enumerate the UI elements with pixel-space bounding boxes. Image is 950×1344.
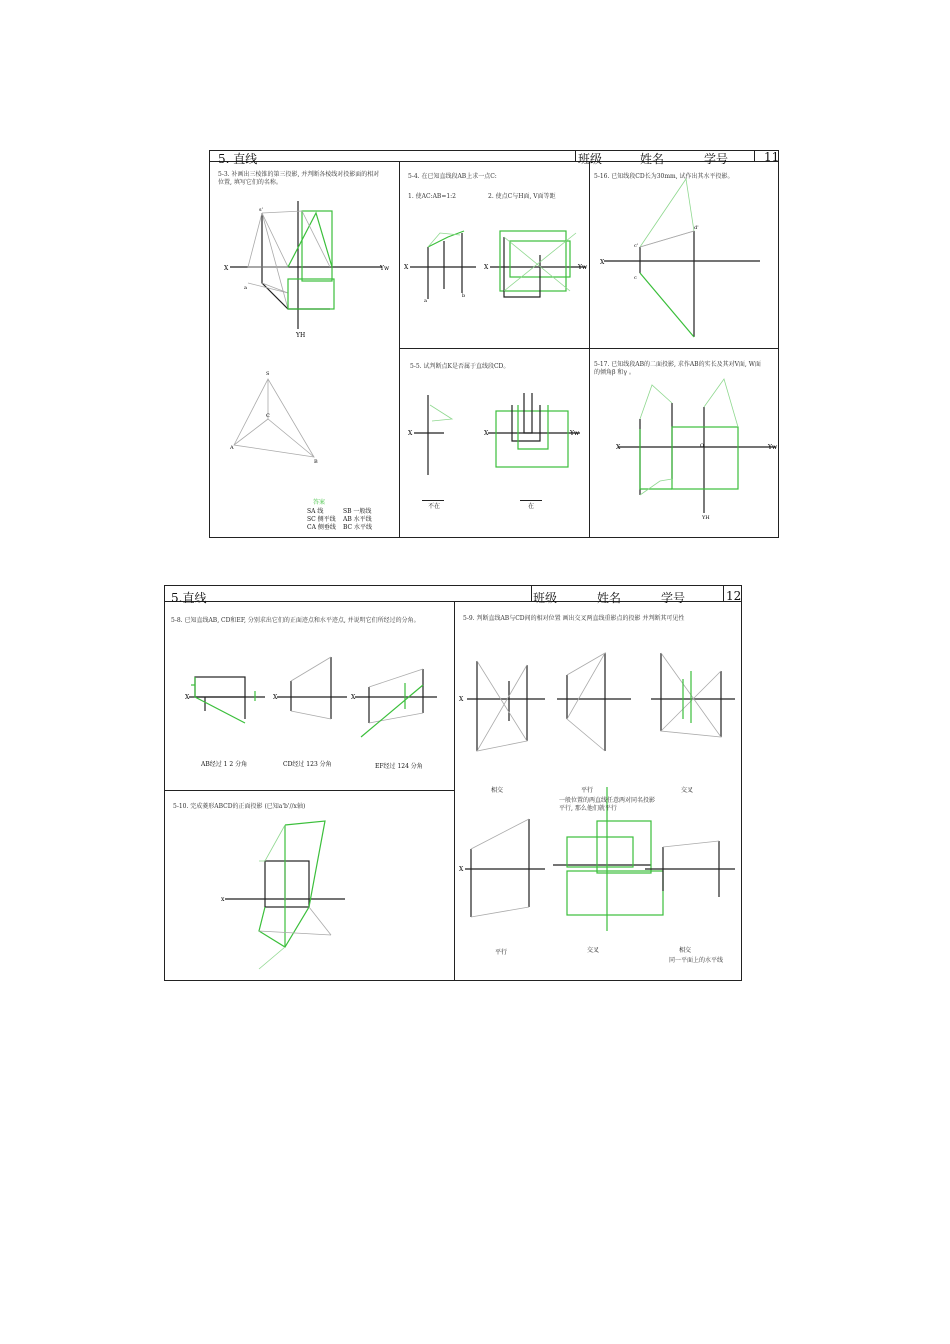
class-label: 班级 xyxy=(533,591,558,605)
svg-text:X: X xyxy=(459,696,464,703)
exercise-caption: 位置, 填写它们的名称。 xyxy=(218,179,282,186)
exercise-caption: 5-3. 补画出三棱锥的第三投影, 并判断各棱线对投影面的相对 xyxy=(218,171,380,178)
answer-parallel-bottom: 平行 xyxy=(495,949,508,956)
sheet-title: 5.直线 xyxy=(171,591,207,605)
answer-ab: AB 水平线 xyxy=(343,516,372,523)
exercise-5-16 xyxy=(590,161,778,348)
answer-intersecting: 相交 xyxy=(491,787,504,794)
svg-text:x: x xyxy=(221,896,225,903)
sheet-title: 5. 直线 xyxy=(218,152,258,166)
answer-note: 答案 xyxy=(313,499,326,506)
page-number: 11 xyxy=(764,150,780,164)
answer-sb: SB 一般线 xyxy=(343,508,372,515)
exercise-5-8 xyxy=(165,601,454,790)
class-label: 班级 xyxy=(578,152,603,166)
answer-skew-bottom: 交叉 xyxy=(587,947,600,954)
rhombus-drawing xyxy=(165,791,454,980)
svg-text:b: b xyxy=(462,293,466,299)
svg-text:Yw: Yw xyxy=(768,444,778,451)
exercise-subcaption: 1. 使AC:AB=1:2 xyxy=(408,193,457,200)
svg-text:S: S xyxy=(266,371,270,377)
exercise-caption: 5-4. 在已知直线段AB上求一点C: xyxy=(408,173,497,180)
exercise-5-5 xyxy=(400,349,589,537)
line-ab-drawing xyxy=(400,161,589,348)
svg-text:B: B xyxy=(314,459,318,465)
exercise-caption: 5-5. 试判断点K是否属于直线段CD。 xyxy=(410,363,510,370)
svg-text:Yw: Yw xyxy=(570,430,580,437)
answer-on-line: 在 xyxy=(528,503,535,510)
answer-parallel: 平行 xyxy=(581,787,594,794)
exercise-caption: 5-17. 已知线段AB的二面投影, 求作AB的实长及其对V面, W面 xyxy=(594,361,761,368)
svg-text:X: X xyxy=(484,264,489,271)
answer-intersecting-bottom: 相交 xyxy=(679,947,692,954)
student-id-label: 学号 xyxy=(661,591,686,605)
parallel-note: 一般位置的两直线任意两对同名投影 xyxy=(559,797,656,804)
exercise-5-3 xyxy=(210,161,399,537)
exercise-subcaption: 2. 使点C与H面, V面等距 xyxy=(488,193,556,200)
answer-bc: BC 水平线 xyxy=(343,524,373,531)
pyramid-projection-drawing xyxy=(210,161,399,537)
svg-text:X: X xyxy=(616,444,621,451)
exercise-5-10 xyxy=(165,791,454,980)
student-id-label: 学号 xyxy=(704,152,729,166)
line-cd-drawing xyxy=(590,161,778,348)
exercise-5-9 xyxy=(455,601,741,980)
svg-text:d': d' xyxy=(694,225,699,231)
parallel-note: 平行, 那么他们就平行 xyxy=(559,805,617,812)
answer-cd-quadrants: CD经过 123 分角 xyxy=(283,761,332,768)
svg-text:YH: YH xyxy=(702,515,710,521)
svg-text:X: X xyxy=(273,694,278,701)
svg-text:X: X xyxy=(185,694,190,701)
answer-ca: CA 侧垂线 xyxy=(307,524,336,531)
svg-text:a: a xyxy=(424,298,427,304)
svg-text:Yw: Yw xyxy=(578,264,588,271)
name-label: 姓名 xyxy=(597,591,622,605)
answer-sc: SC 侧平线 xyxy=(307,516,336,523)
svg-text:a: a xyxy=(244,285,247,291)
svg-text:c': c' xyxy=(634,243,639,249)
exercise-5-4 xyxy=(400,161,589,348)
svg-text:Yw: Yw xyxy=(380,265,390,272)
exercise-caption: 5-9. 判断直线AB与CD间的相对位置 画出交叉两直线重影点的投影 并判断其可见性 xyxy=(463,615,685,622)
svg-text:X: X xyxy=(351,694,356,701)
name-label: 姓名 xyxy=(640,152,665,166)
answer-ab-quadrants: AB经过 1 2 分角 xyxy=(201,761,248,768)
exercise-caption: 5-16. 已知线段CD长为30mm, 试作出其水平投影。 xyxy=(594,173,734,180)
svg-text:c: c xyxy=(634,275,637,281)
exercise-caption: 5-8. 已知直线AB, CD和EF, 分别求出它们的正面迹点和水平迹点, 并说明它们所经过的分角。 xyxy=(171,617,420,624)
svg-text:X: X xyxy=(224,265,229,272)
svg-text:X: X xyxy=(459,866,464,873)
answer-ef-quadrants: EF经过 124 分角 xyxy=(375,763,423,770)
page-number: 12 xyxy=(726,589,742,603)
exercise-caption: 的倾角β 和γ 。 xyxy=(594,369,635,376)
horizontal-line-note: 同一平面上的水平线 xyxy=(669,957,724,964)
sheet-header xyxy=(165,586,742,605)
svg-text:X: X xyxy=(404,264,409,271)
svg-text:s': s' xyxy=(259,207,263,213)
worksheet-page-12 xyxy=(164,585,742,981)
svg-text:X: X xyxy=(408,430,413,437)
svg-text:O: O xyxy=(700,443,705,449)
svg-text:X: X xyxy=(600,259,605,266)
svg-text:A: A xyxy=(230,445,234,451)
line-ab-true-length-drawing xyxy=(590,349,778,537)
worksheet-page-11 xyxy=(209,150,779,538)
svg-text:YH: YH xyxy=(296,332,306,339)
answer-sa: SA 线 xyxy=(307,508,324,515)
answer-not-on-line: 不在 xyxy=(428,503,441,510)
svg-text:X: X xyxy=(484,430,489,437)
exercise-5-17 xyxy=(590,349,778,537)
answer-skew: 交叉 xyxy=(681,787,694,794)
svg-text:C: C xyxy=(266,413,270,419)
exercise-caption: 5-10. 完成菱形ABCD的正面投影 (已知a'b'//x轴) xyxy=(173,803,306,810)
